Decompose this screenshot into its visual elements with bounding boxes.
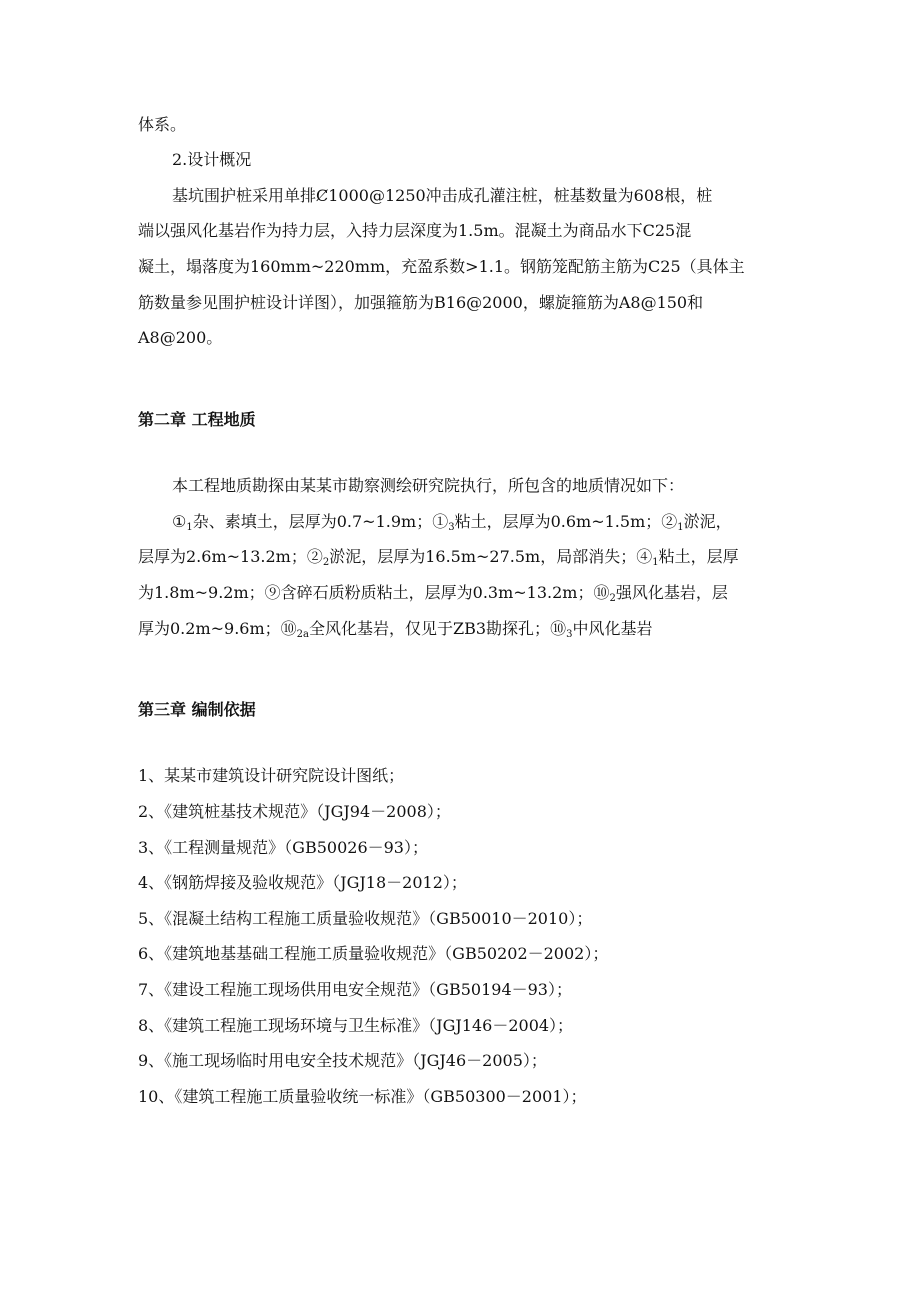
stratum-mark: ② <box>661 512 678 531</box>
stratum-subscript: 2a <box>296 629 309 640</box>
paragraph-line: 端以强风化基岩作为持力层，入持力层深度为1.5m。混凝土为商品水下C25混 <box>138 221 692 240</box>
stratum-subscript: 3 <box>448 522 455 533</box>
stratum-subscript: 2 <box>322 557 330 568</box>
paragraph-line: A8@200。 <box>138 328 223 347</box>
stratum-text: 淤泥， <box>683 512 732 531</box>
reference-item: 6、《建筑地基基础工程施工质量验收规范》（GB50202－2002）； <box>138 944 609 963</box>
paragraph-line: 基坑围护桩采用单排Ȼ1000@1250冲击成孔灌注桩，桩基数量为608根，桩 <box>172 186 713 205</box>
chapter-title: 第三章 编制依据 <box>138 700 256 719</box>
reference-item: 1、某某市建筑设计研究院设计图纸； <box>138 766 405 785</box>
strata-line <box>138 619 652 639</box>
stratum-text: 淤泥，层厚为16.5m~27.5m，局部消失； <box>329 547 637 566</box>
paragraph-line: 本工程地质勘探由某某市勘察测绘研究院执行，所包含的地质情况如下： <box>172 476 685 495</box>
stratum-text: 中风化基岩 <box>572 619 653 638</box>
stratum-text: 厚为0.2m~9.6m； <box>138 619 281 638</box>
reference-item: 10、《建筑工程施工质量验收统一标准》（GB50300－2001）； <box>138 1087 587 1106</box>
stratum-subscript: 1 <box>652 557 659 568</box>
paragraph-line: 体系。 <box>138 115 187 134</box>
reference-item: 5、《混凝土结构工程施工质量验收规范》（GB50010－2010）； <box>138 909 593 928</box>
paragraph-line: 凝土，塌落度为160mm~220mm，充盈系数>1.1。钢筋笼配筋主筋为C25（具体主 <box>138 257 745 276</box>
reference-item: 8、《建筑工程施工现场环境与卫生标准》（JGJ146－2004）； <box>138 1016 574 1035</box>
stratum-subscript: 1 <box>677 522 684 533</box>
stratum-text: 粘土，层厚 <box>658 547 739 566</box>
stratum-mark: ① <box>172 512 187 531</box>
reference-item: 7、《建设工程施工现场供用电安全规范》（GB50194－93）； <box>138 980 572 999</box>
reference-item: 4、《钢筋焊接及验收规范》（JGJ18－2012）； <box>138 873 467 892</box>
section-heading: 2.设计概况 <box>172 150 252 169</box>
strata-line <box>172 512 732 532</box>
stratum-text: 全风化基岩，仅见于ZB3勘探孔； <box>309 619 551 638</box>
stratum-subscript: 1 <box>186 522 193 533</box>
stratum-mark: ② <box>306 547 323 566</box>
paragraph-line: 筋数量参见围护桩设计详图），加强箍筋为B16@2000，螺旋箍筋为A8@150和 <box>138 293 704 312</box>
stratum-mark: ① <box>432 512 449 531</box>
reference-item: 2、《建筑桩基技术规范》（JGJ94－2008）； <box>138 802 451 821</box>
strata-line <box>138 583 728 603</box>
stratum-subscript: 2 <box>609 593 616 604</box>
chapter-title: 第二章 工程地质 <box>138 410 256 429</box>
stratum-text: 强风化基岩，层 <box>615 583 728 602</box>
strata-line <box>138 547 739 567</box>
stratum-mark: ④ <box>636 547 653 566</box>
stratum-mark: ⑩ <box>593 583 610 602</box>
stratum-text: 为1.8m~9.2m；⑨含碎石质粉质粘土，层厚为0.3m~13.2m； <box>138 583 594 602</box>
stratum-text: 杂、素填土，层厚为0.7~1.9m； <box>192 512 433 531</box>
stratum-mark: ⑩ <box>280 619 297 638</box>
reference-item: 9、《施工现场临时用电安全技术规范》（JGJ46－2005）； <box>138 1051 547 1070</box>
reference-item: 3、《工程测量规范》（GB50026－93）； <box>138 838 428 857</box>
stratum-text: 层厚为2.6m~13.2m； <box>138 547 307 566</box>
stratum-subscript: 3 <box>566 629 573 640</box>
stratum-text: 粘土，层厚为0.6m~1.5m； <box>454 512 662 531</box>
stratum-mark: ⑩ <box>550 619 567 638</box>
